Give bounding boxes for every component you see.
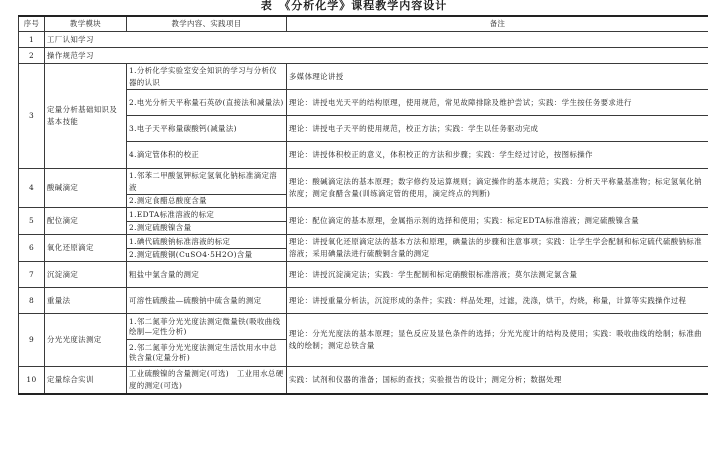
table-row (19, 235, 708, 249)
row-remark: 实践：试剂和仪器的准备；国标的查找；实验报告的设计；测定分析；数据处理 (287, 367, 708, 394)
course-design-table (18, 15, 708, 395)
row-content: 2.电光分析天平称量石英砂(直接法和减量法) (127, 90, 287, 116)
row-content: 1.邻苯二甲酸氢钾标定氢氧化钠标准滴定溶液 (127, 169, 287, 195)
row-remark: 理论：酸碱滴定法的基本原理；数字修约及运算规则；滴定操作的基本规范；实践：分析天平称量基准物；标定氢氧化钠浓度；测定食醋含量(训练滴定管的使用，滴定终点的判断) (287, 169, 708, 208)
row-num: 2 (19, 48, 45, 64)
row-module: 重量法 (45, 288, 127, 314)
row-remark: 理论：讲授沉淀滴定法；实践：学生配制和标定硝酸银标准溶液；莫尔法测定氯含量 (287, 262, 708, 288)
table-caption: 表 《分析化学》课程教学内容设计 (260, 0, 448, 12)
row-content: 1.分析化学实验室安全知识的学习与分析仪器的认识 (127, 64, 287, 90)
row-num: 4 (19, 169, 45, 208)
header-module: 教学模块 (45, 16, 127, 32)
row-remark: 多媒体理论讲授 (287, 64, 708, 90)
table-row (19, 32, 708, 48)
row-module: 酸碱滴定 (45, 169, 127, 208)
row-remark: 理论：讲授电子天平的使用规范，校正方法；实践：学生以任务驱动完成 (287, 116, 708, 142)
row-content: 2.邻二氮菲分光光度法测定生活饮用水中总铁含量(定量分析) (127, 340, 287, 367)
row-content: 粗盐中氯含量的测定 (127, 262, 287, 288)
table-row (19, 169, 708, 195)
row-num: 6 (19, 235, 45, 262)
row-module: 定量综合实训 (45, 367, 127, 394)
row-content: 2.测定硫酸镍含量 (127, 222, 287, 235)
row-content: 4.滴定管体积的校正 (127, 142, 287, 169)
row-num: 7 (19, 262, 45, 288)
row-remark: 理论：配位滴定的基本原理，金属指示剂的选择和使用；实践：标定EDTA标准溶液；测定硫酸镍含量 (287, 208, 708, 235)
row-remark: 理论：讲授体积校正的意义，体积校正的方法和步骤；实践：学生经过讨论，按图标操作 (287, 142, 708, 169)
table-row (19, 64, 708, 90)
table-row (19, 288, 708, 314)
header-num: 序号 (19, 16, 45, 32)
row-num: 8 (19, 288, 45, 314)
row-module: 沉淀滴定 (45, 262, 127, 288)
row-num: 1 (19, 32, 45, 48)
header-remark: 备注 (287, 16, 708, 32)
table-row (19, 208, 708, 222)
row-remark: 理论：讲授氧化还原滴定法的基本方法和原理，碘量法的步骤和注意事项；实践：让学生学会配制和标定硫代硫酸钠标准溶液；采用碘量法进行硫酸铜含量的测定 (287, 235, 708, 262)
table-row (19, 367, 708, 394)
row-remark: 理论：讲授电光天平的结构原理，使用规范，常见故障排除及维护尝试；实践：学生按任务要求进行 (287, 90, 708, 116)
row-content: 可溶性硫酸盐—硫酸钠中硫含量的测定 (127, 288, 287, 314)
row-module: 配位滴定 (45, 208, 127, 235)
row-content: 1.碘代硫酸钠标准溶液的标定 (127, 235, 287, 249)
row-module: 操作规范学习 (45, 48, 708, 64)
row-module: 氧化还原滴定 (45, 235, 127, 262)
row-remark: 理论：分光光度法的基本原理；显色反应及显色条件的选择；分光光度计的结构及使用；实践：吸收曲线的绘制；标准曲线的绘制；测定总铁含量 (287, 314, 708, 367)
table-row (19, 48, 708, 64)
table-row (19, 262, 708, 288)
row-content: 2.测定硫酸铜(CuSO4·5H2O)含量 (127, 249, 287, 262)
row-num: 5 (19, 208, 45, 235)
row-content: 工业硫酸镍的含量测定(可选) 工业用水总硬度的测定(可选) (127, 367, 287, 394)
table-header-row (19, 16, 708, 32)
row-module: 定量分析基础知识及基本技能 (45, 64, 127, 169)
row-module: 工厂认知学习 (45, 32, 708, 48)
table-row (19, 314, 708, 340)
row-content: 2.测定食醋总酸度含量 (127, 195, 287, 208)
row-content: 3.电子天平称量碳酸钙(减量法) (127, 116, 287, 142)
row-remark: 理论：讲授重量分析法，沉淀形成的条件；实践：样品处理，过滤，洗涤，烘干，灼烧，称量，计算等实践操作过程 (287, 288, 708, 314)
row-num: 10 (19, 367, 45, 394)
row-content: 1.EDTA标准溶液的标定 (127, 208, 287, 222)
header-content: 教学内容、实践项目 (127, 16, 287, 32)
row-module: 分光光度法测定 (45, 314, 127, 367)
row-content: 1.邻二氮菲分光光度法测定微量铁(吸收曲线绘制—定性分析) (127, 314, 287, 340)
row-num: 3 (19, 64, 45, 169)
row-num: 9 (19, 314, 45, 367)
